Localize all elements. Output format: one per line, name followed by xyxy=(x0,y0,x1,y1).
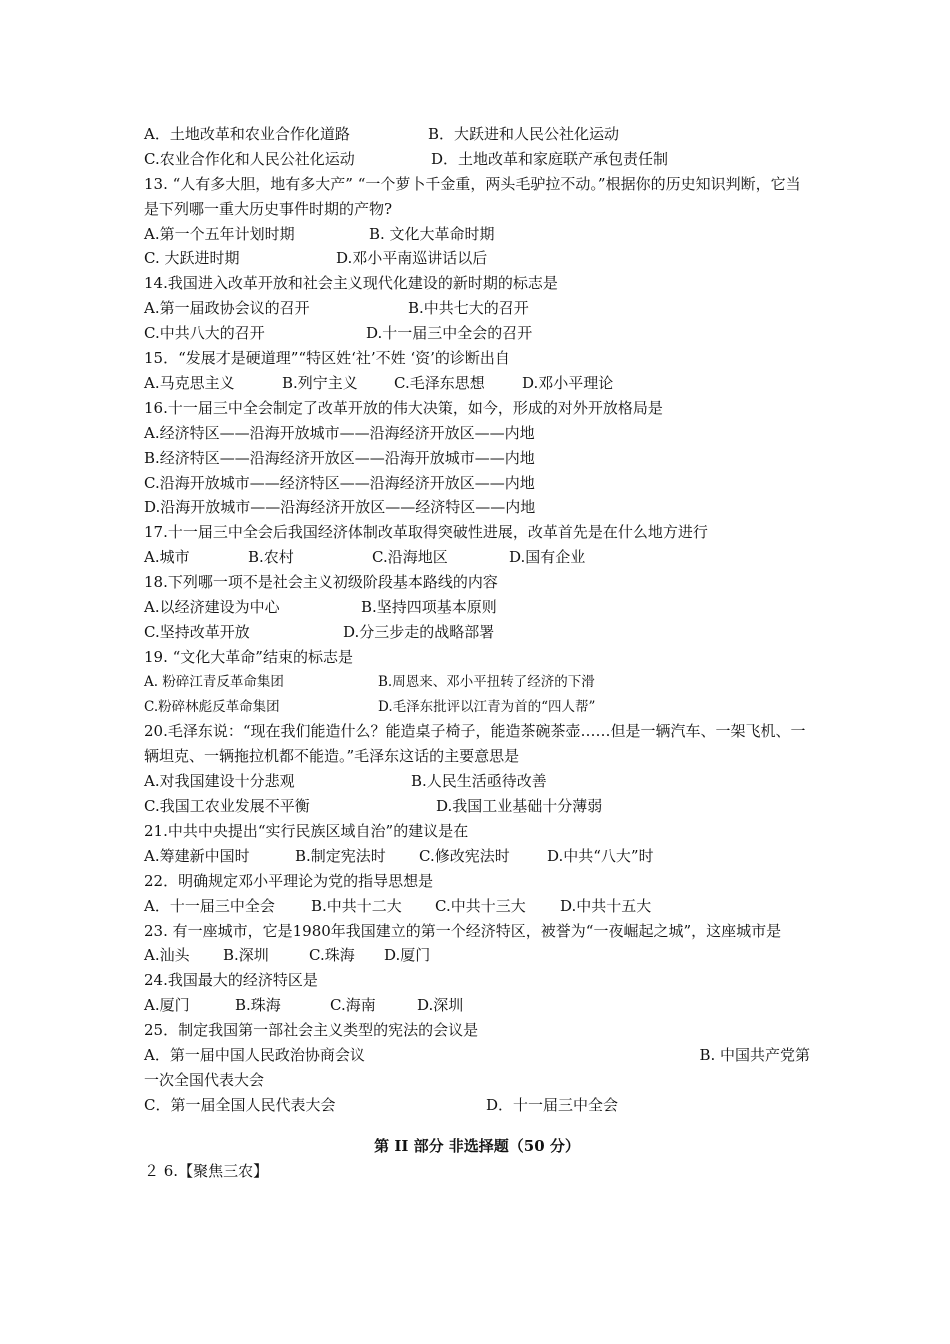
q12-option-d: D．土地改革和家庭联产承包责任制 xyxy=(431,149,669,168)
question-14-stem: 14.我国进入改革开放和社会主义现代化建设的新时期的标志是 xyxy=(144,274,558,293)
q14-option-c: C.中共八大的召开 xyxy=(144,324,265,343)
q16-option-c: C.沿海开放城市——经济特区——沿海经济开放区——内地 xyxy=(144,473,535,492)
question-19-stem: 19. “文化大革命”结束的标志是 xyxy=(144,647,353,666)
q14-option-d: D.十一届三中全会的召开 xyxy=(366,324,533,343)
q22-option-a: A．十一届三中全会 xyxy=(144,896,275,915)
question-21-options xyxy=(144,844,810,869)
q25-option-b-part-2: 一次全国代表大会 xyxy=(144,1070,265,1089)
question-20-options-row-1 xyxy=(144,769,810,794)
q25-option-b-part-1: B. 中国共产党第 xyxy=(699,1046,810,1065)
question-20-options-row-2 xyxy=(144,794,810,819)
q24-option-c: C.海南 xyxy=(330,996,376,1015)
question-24-stem: 24.我国最大的经济特区是 xyxy=(144,971,318,990)
q25-option-a: A．第一届中国人民政治协商会议 xyxy=(144,1046,365,1065)
q16-option-b: B.经济特区——沿海经济开放区——沿海开放城市——内地 xyxy=(144,448,535,467)
q12-option-c: C.农业合作化和人民公社化运动 xyxy=(144,149,355,168)
q18-option-a: A.以经济建设为中心 xyxy=(144,597,280,616)
question-13-stem: 13. “人有多大胆，地有多大产” “一个萝卜千金重，两头毛驴拉不动。”根据你的历史知识判断，它当是下列哪一重大历史事件时期的产物? xyxy=(144,174,801,218)
section-2-title: 第 II 部分 非选择题（50 分） xyxy=(374,1136,580,1155)
q22-option-d: D.中共十五大 xyxy=(560,896,652,915)
q24-option-a: A.厦门 xyxy=(144,996,190,1015)
question-13-options-row-1 xyxy=(144,222,810,247)
question-13-options-row-2 xyxy=(144,246,810,271)
q14-option-a: A.第一届政协会议的召开 xyxy=(144,299,310,318)
question-12-options-row-1 xyxy=(144,122,810,147)
question-20-stem: 20.毛泽东说：“现在我们能造什么？能造桌子椅子，能造茶碗茶壶……但是一辆汽车、一架飞机、一辆坦克、一辆拖拉机都不能造。”毛泽东这话的主要意思是 xyxy=(144,722,806,766)
q22-option-c: C.中共十三大 xyxy=(435,896,526,915)
q13-option-b: B. 文化大革命时期 xyxy=(369,224,495,243)
q18-option-b: B.坚持四项基本原则 xyxy=(361,597,497,616)
q14-option-b: B.中共七大的召开 xyxy=(408,299,529,318)
q12-option-a: A．土地改革和农业合作化道路 xyxy=(144,125,350,143)
question-15-options xyxy=(144,371,810,396)
q23-option-a: A.汕头 xyxy=(144,946,190,965)
q21-option-c: C.修改宪法时 xyxy=(419,846,510,865)
question-22-options xyxy=(144,894,810,919)
q13-option-a: A.第一个五年计划时期 xyxy=(144,224,295,243)
q20-option-b: B.人民生活亟待改善 xyxy=(411,772,547,791)
question-18-options-row-2 xyxy=(144,620,810,645)
q15-option-c: C.毛泽东思想 xyxy=(394,373,485,392)
question-26-stem: ２ 6.【聚焦三农】 xyxy=(144,1161,269,1180)
q23-option-c: C.珠海 xyxy=(309,946,355,965)
question-17-options xyxy=(144,545,810,570)
question-12-options-row-2 xyxy=(144,147,810,172)
q17-option-b: B.农村 xyxy=(248,548,294,567)
q20-option-a: A.对我国建设十分悲观 xyxy=(144,772,295,791)
q12-option-b: B．大跃进和人民公社化运动 xyxy=(428,125,620,143)
question-22-stem: 22．明确规定邓小平理论为党的指导思想是 xyxy=(144,871,434,890)
q18-option-c: C.坚持改革开放 xyxy=(144,622,250,641)
q17-option-a: A.城市 xyxy=(144,548,190,567)
q23-option-d: D.厦门 xyxy=(384,946,431,965)
q25-option-d: D．十一届三中全会 xyxy=(486,1095,619,1114)
q13-option-d: D.邓小平南巡讲话以后 xyxy=(336,249,488,268)
question-14-options-row-1 xyxy=(144,296,810,321)
question-25-options-row-1 xyxy=(144,1043,810,1068)
question-24-options xyxy=(144,993,810,1018)
question-25-options-row-2 xyxy=(144,1093,810,1118)
question-18-options-row-1 xyxy=(144,595,810,620)
q13-option-c: C. 大跃进时期 xyxy=(144,249,240,268)
q21-option-d: D.中共“八大”时 xyxy=(547,846,654,865)
q19-option-c: C.粉碎林彪反革命集团 xyxy=(144,698,280,715)
question-17-stem: 17.十一届三中全会后我国经济体制改革取得突破性进展，改革首先是在什么地方进行 xyxy=(144,523,708,542)
question-23-options xyxy=(144,943,810,968)
q24-option-d: D.深圳 xyxy=(417,996,464,1015)
q15-option-a: A.马克思主义 xyxy=(144,373,235,392)
q16-option-a: A.经济特区——沿海开放城市——沿海经济开放区——内地 xyxy=(144,423,535,442)
q15-option-d: D.邓小平理论 xyxy=(522,373,614,392)
q24-option-b: B.珠海 xyxy=(235,996,281,1015)
question-25-stem: 25．制定我国第一部社会主义类型的宪法的会议是 xyxy=(144,1021,479,1040)
q15-option-b: B.列宁主义 xyxy=(282,373,358,392)
q19-option-b: B.周恩来、邓小平扭转了经济的下滑 xyxy=(378,673,595,690)
q22-option-b: B.中共十二大 xyxy=(311,896,402,915)
q20-option-d: D.我国工业基础十分薄弱 xyxy=(436,797,603,816)
q20-option-c: C.我国工农业发展不平衡 xyxy=(144,797,310,816)
q19-option-a: A. 粉碎江青反革命集团 xyxy=(144,673,284,690)
q17-option-d: D.国有企业 xyxy=(509,548,586,567)
question-15-stem: 15．“发展才是硬道理”“特区姓‘社’不姓 ‘资’的诊断出自 xyxy=(144,349,510,368)
q21-option-b: B.制定宪法时 xyxy=(295,846,386,865)
question-16-stem: 16.十一届三中全会制定了改革开放的伟大决策，如今，形成的对外开放格局是 xyxy=(144,398,663,417)
question-21-stem: 21.中共中央提出“实行民族区域自治”的建议是在 xyxy=(144,822,469,840)
q23-option-b: B.深圳 xyxy=(223,946,269,965)
exam-page xyxy=(144,122,810,1183)
q16-option-d: D.沿海开放城市——沿海经济开放区——经济特区——内地 xyxy=(144,498,536,517)
q21-option-a: A.筹建新中国时 xyxy=(144,846,250,865)
question-19-options-row-1 xyxy=(144,670,810,695)
q19-option-d: D.毛泽东批评以江青为首的“四人帮” xyxy=(378,698,596,715)
question-23-stem: 23. 有一座城市，它是1980年我国建立的第一个经济特区，被誉为“一夜崛起之城”，这座城市是 xyxy=(144,921,782,940)
q17-option-c: C.沿海地区 xyxy=(372,548,448,567)
q25-option-c: C．第一届全国人民代表大会 xyxy=(144,1095,336,1114)
question-14-options-row-2 xyxy=(144,321,810,346)
question-19-options-row-2 xyxy=(144,695,810,720)
question-18-stem: 18.下列哪一项不是社会主义初级阶段基本路线的内容 xyxy=(144,573,498,592)
q18-option-d: D.分三步走的战略部署 xyxy=(343,622,495,641)
